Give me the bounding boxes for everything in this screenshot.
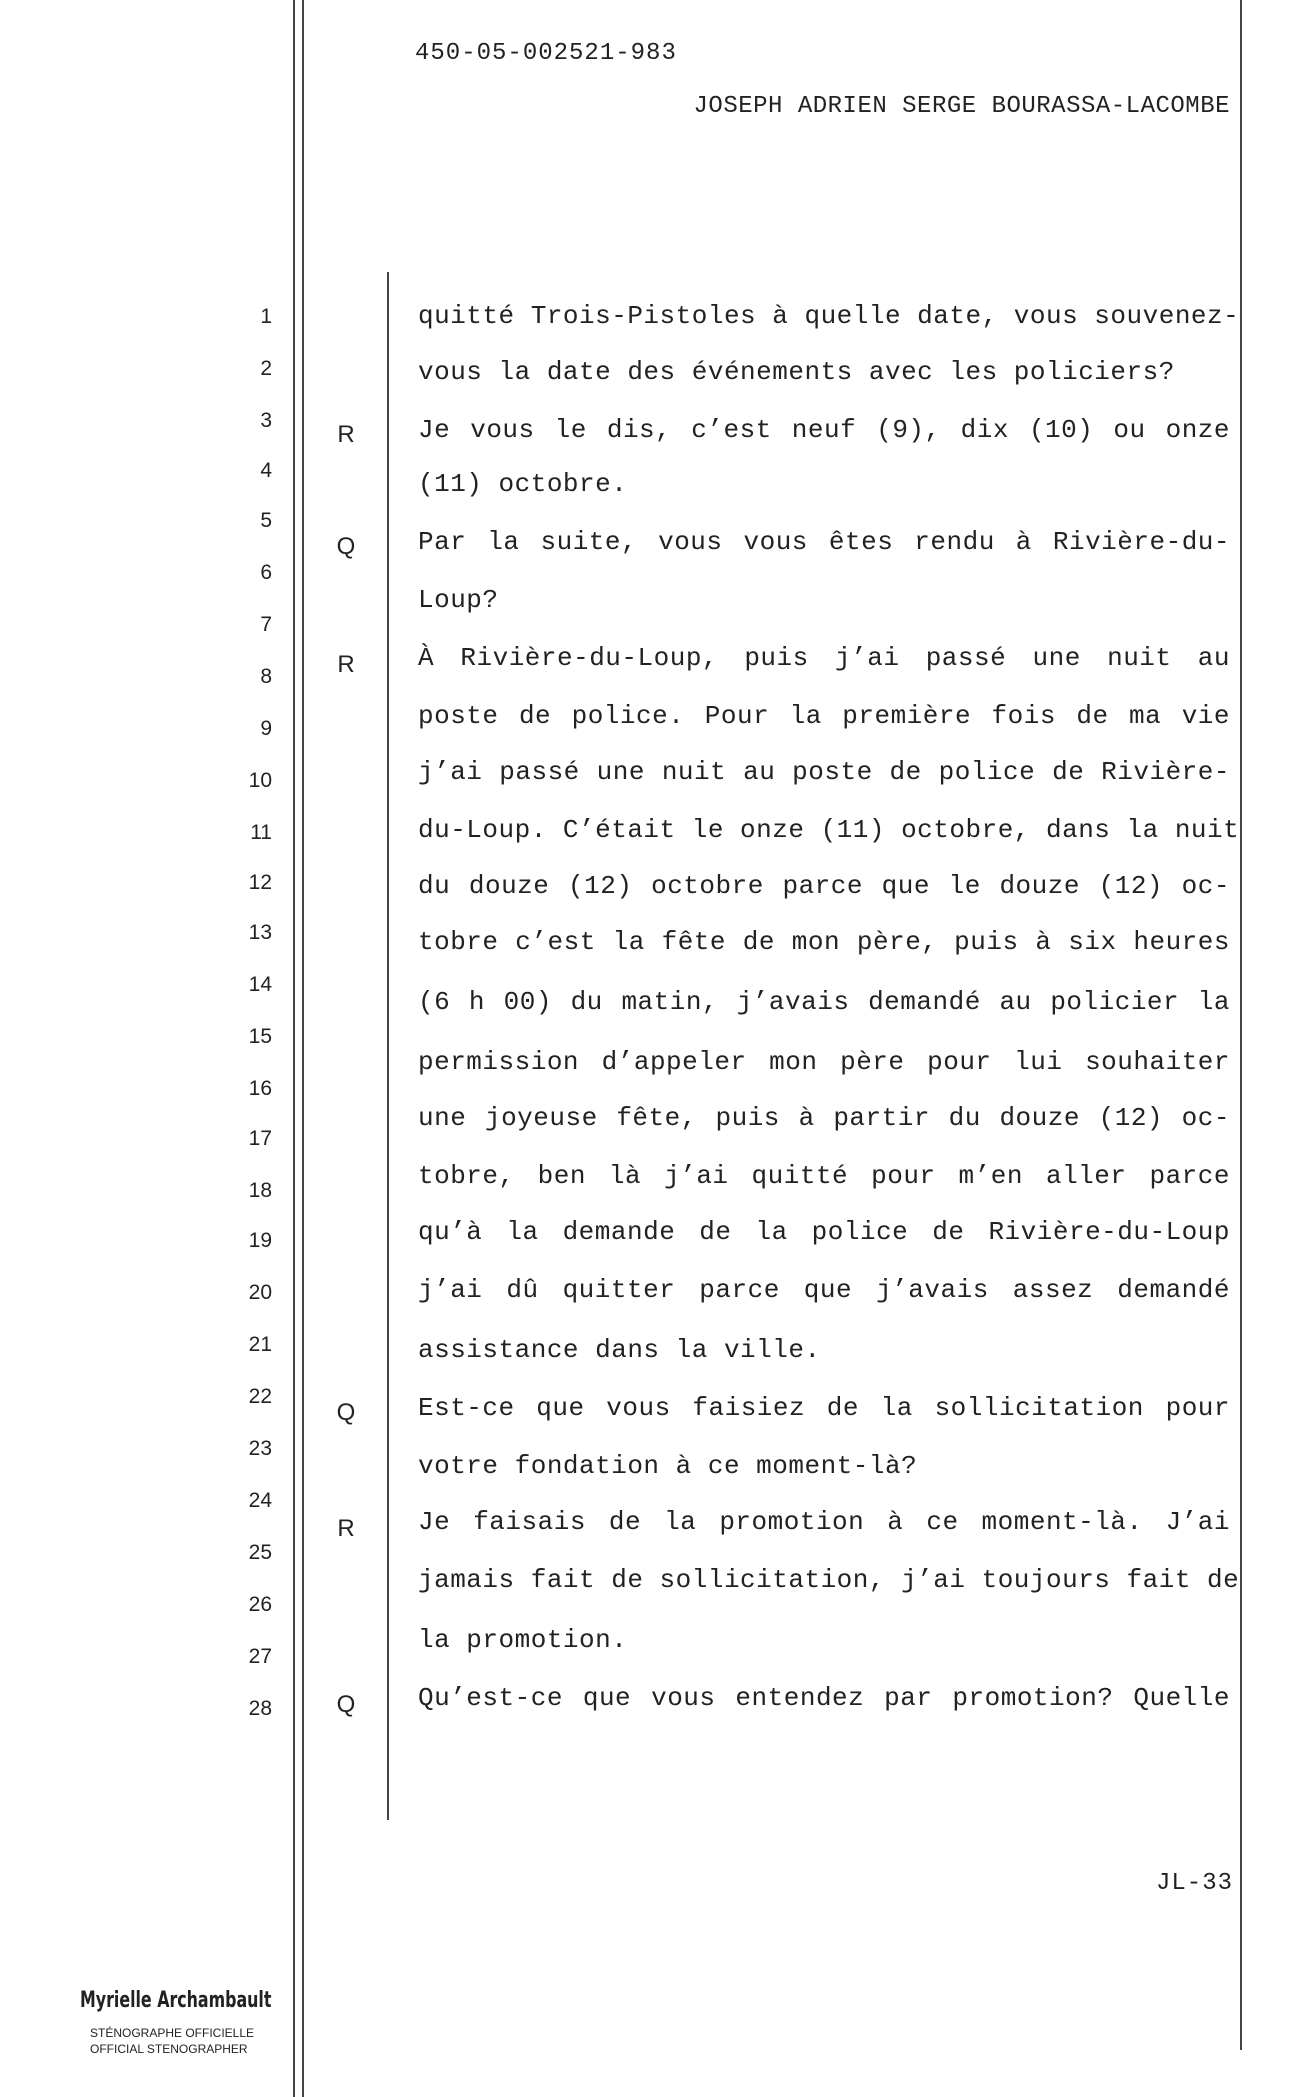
line-number: 1 — [260, 305, 272, 328]
line-number: 23 — [248, 1437, 272, 1460]
transcript-line: À Rivière-du-Loup, puis j’ai passé une nuit au — [418, 643, 1230, 673]
witness-name: JOSEPH ADRIEN SERGE BOURASSA-LACOMBE — [693, 93, 1230, 120]
transcript-line: permission d’appeler mon père pour lui souhaiter — [418, 1047, 1230, 1077]
transcript-line: Est-ce que vous faisiez de la sollicitation pour — [418, 1393, 1230, 1423]
transcript-line: quitté Trois-Pistoles à quelle date, vous souvenez- — [418, 301, 1240, 331]
case-number: 450-05-002521-983 — [415, 40, 677, 67]
line-number: 16 — [248, 1077, 272, 1100]
transcript-line: une joyeuse fête, puis à partir du douze (12) oc- — [418, 1103, 1230, 1133]
line-number: 3 — [260, 409, 272, 432]
transcript-line: poste de police. Pour la première fois de ma vie — [418, 701, 1230, 731]
transcript-line: du-Loup. C’était le onze (11) octobre, dans la nuit — [418, 815, 1240, 845]
margin-rule-left-inner — [302, 0, 304, 2097]
line-number: 26 — [248, 1593, 272, 1616]
transcript-line: Par la suite, vous vous êtes rendu à Rivière-du- — [418, 527, 1230, 557]
transcript-line: Je vous le dis, c’est neuf (9), dix (10) ou onze — [418, 415, 1230, 445]
line-number: 14 — [248, 973, 272, 996]
transcript-line: tobre, ben là j’ai quitté pour m’en aller parce — [418, 1161, 1230, 1191]
transcript-line: (6 h 00) du matin, j’avais demandé au policier la — [418, 987, 1230, 1017]
line-number: 9 — [260, 717, 272, 740]
margin-rule-right — [1240, 0, 1242, 2050]
line-number: 20 — [248, 1281, 272, 1304]
transcript-line: (11) octobre. — [418, 469, 628, 499]
speaker-rule — [387, 272, 389, 1820]
transcript-line: qu’à la demande de la police de Rivière-du-Loup — [418, 1217, 1230, 1247]
transcript-line: j’ai dû quitter parce que j’avais assez demandé — [418, 1275, 1230, 1305]
transcript-line: Loup? — [418, 585, 499, 615]
stenographer-name: Myrielle Archambault — [80, 1988, 272, 2013]
transcript-line: j’ai passé une nuit au poste de police de Rivière- — [418, 757, 1230, 787]
line-number: 5 — [260, 509, 272, 532]
line-number: 4 — [260, 459, 272, 482]
speaker-marker: R — [337, 1515, 355, 1542]
line-number: 18 — [248, 1179, 272, 1202]
line-number: 12 — [248, 871, 272, 894]
page-reference: JL-33 — [1156, 1870, 1234, 1897]
line-number: 10 — [248, 769, 272, 792]
line-number: 19 — [248, 1229, 272, 1252]
line-number: 27 — [248, 1645, 272, 1668]
stenographer-title-en: OFFICIAL STENOGRAPHER — [90, 2042, 248, 2056]
transcript-line: vous la date des événements avec les policiers? — [418, 357, 1175, 387]
speaker-marker: R — [337, 421, 355, 448]
transcript-line: Je faisais de la promotion à ce moment-là. J’ai — [418, 1507, 1230, 1537]
line-number: 15 — [248, 1025, 272, 1048]
margin-rule-left-outer — [293, 0, 295, 2097]
speaker-marker: Q — [336, 1399, 356, 1426]
line-number: 21 — [248, 1333, 272, 1356]
line-number: 25 — [248, 1541, 272, 1564]
transcript-line: votre fondation à ce moment-là? — [418, 1451, 918, 1481]
line-number: 6 — [260, 561, 272, 584]
line-number: 28 — [248, 1697, 272, 1720]
transcript-line: jamais fait de sollicitation, j’ai toujours fait de — [418, 1565, 1240, 1595]
line-number: 7 — [260, 613, 272, 636]
line-number: 11 — [250, 821, 272, 844]
transcript-line: Qu’est-ce que vous entendez par promotion? Quelle — [418, 1683, 1230, 1713]
transcript-line: tobre c’est la fête de mon père, puis à six heures — [418, 927, 1230, 957]
transcript-line: la promotion. — [418, 1625, 628, 1655]
line-number: 2 — [260, 357, 272, 380]
transcript-line: assistance dans la ville. — [418, 1335, 821, 1365]
transcript-line: du douze (12) octobre parce que le douze (12) oc- — [418, 871, 1230, 901]
speaker-marker: R — [337, 651, 355, 678]
line-number: 17 — [248, 1127, 272, 1150]
line-number: 13 — [248, 921, 272, 944]
line-number: 22 — [248, 1385, 272, 1408]
speaker-marker: Q — [336, 1691, 356, 1718]
stenographer-title-fr: STÉNOGRAPHE OFFICIELLE — [90, 2026, 255, 2040]
line-number: 8 — [260, 665, 272, 688]
speaker-marker: Q — [336, 533, 356, 560]
line-number: 24 — [248, 1489, 272, 1512]
